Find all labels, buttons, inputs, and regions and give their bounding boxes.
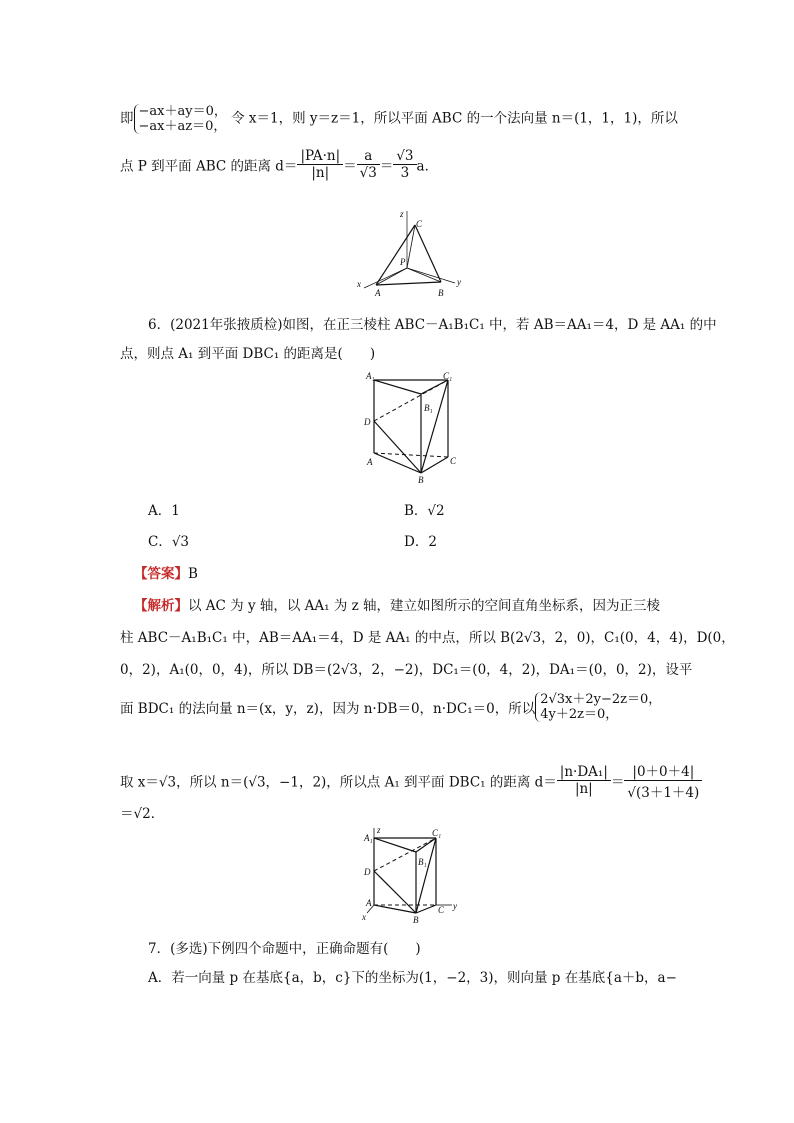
fraction-denominator: √3 bbox=[359, 165, 377, 181]
fraction-a-over-root3 bbox=[357, 148, 380, 181]
q5-line2-tail: a． bbox=[416, 158, 439, 175]
q7-option-a: A．若一向量 p 在基底{a，b，c}下的坐标为(1，−2，3)，则向量 p 在基底{a＋b，a− bbox=[148, 970, 677, 986]
answer-tag: 【答案】 bbox=[134, 566, 188, 582]
equation-system bbox=[535, 692, 661, 722]
prism-axes-figure bbox=[360, 825, 465, 925]
point-label-C1: C₁ bbox=[443, 371, 453, 381]
point-label-C: C bbox=[438, 905, 445, 915]
point-label-B1: B₁ bbox=[418, 857, 427, 867]
axis-label-z: z bbox=[377, 825, 381, 835]
fraction-numerator: a bbox=[357, 148, 380, 165]
point-label-A: A bbox=[375, 288, 381, 298]
fraction-denominator: |n| bbox=[311, 165, 330, 181]
option-b: B．√2 bbox=[404, 503, 445, 519]
point-label-D: D bbox=[364, 417, 371, 427]
q5-line2-prefix: 点 P 到平面 ABC 的距离 d＝ bbox=[120, 158, 298, 175]
option-d: D．2 bbox=[404, 534, 437, 550]
point-label-B1: B₁ bbox=[424, 403, 433, 413]
option-a: A．1 bbox=[148, 503, 180, 519]
equation-system bbox=[134, 104, 227, 134]
point-label-A1: A₁ bbox=[366, 371, 375, 381]
analysis-line-6: ＝√2． bbox=[120, 806, 165, 822]
axis-label-x: x bbox=[357, 279, 361, 289]
fraction-denominator: |n| bbox=[574, 781, 593, 797]
point-label-C1: C₁ bbox=[432, 828, 442, 838]
system-row: 4y＋2z＝0， bbox=[540, 707, 619, 722]
q5-line-2: 点 P 到平面 ABC 的距离 d＝ $\frac{|PA\cdot n|}{|n|}$ ＝ $\frac{a}{√3}$ ＝ $\frac{√3}{3}$ a． bbox=[120, 148, 439, 181]
point-label-A: A bbox=[366, 898, 372, 908]
fraction-denominator: √(3＋1＋4) bbox=[627, 785, 700, 801]
point-label-B: B bbox=[438, 288, 444, 298]
analysis-line5-text: 取 x＝√3，所以 n＝(√3，−1，2)，所以点 A₁ 到平面 DBC₁ 的距离 d＝ bbox=[120, 774, 557, 791]
point-label-C: C bbox=[416, 219, 423, 229]
system-row: 2√3x＋2y−2z＝0， bbox=[540, 692, 662, 707]
analysis-line4-text: 面 BDC₁ 的法向量 n＝(x，y，z)，因为 n·DB＝0，n·DC₁＝0，所以 bbox=[120, 701, 536, 717]
distance-fraction bbox=[557, 764, 611, 797]
analysis-text: 以 AC 为 y 轴，以 AA₁ 为 z 轴，建立如图所示的空间直角坐标系，因为正三棱 bbox=[188, 598, 661, 614]
fraction-numerator: |n·DA₁| bbox=[557, 764, 611, 781]
axis-label-z: z bbox=[400, 209, 404, 219]
fraction-denominator: 3 bbox=[400, 165, 410, 181]
option-c: C．√3 bbox=[148, 534, 190, 550]
answer-value: B bbox=[188, 566, 198, 582]
point-label-P: P bbox=[400, 257, 406, 267]
fraction-root3-over-3 bbox=[393, 148, 416, 181]
fraction-numerator: √3 bbox=[393, 148, 416, 165]
system-row: −ax＋az＝0， bbox=[138, 119, 227, 134]
system-row: −ax＋ay＝0， bbox=[138, 104, 227, 119]
distance-fraction bbox=[297, 148, 343, 181]
point-label-B: B bbox=[418, 475, 424, 485]
q6-stem-line-1: 6．(2021年张掖质检)如图，在正三棱柱 ABC－A₁B₁C₁ 中，若 AB＝AA₁＝4，D 是 AA₁ 的中 bbox=[148, 317, 717, 333]
analysis-tag: 【解析】 bbox=[134, 598, 188, 614]
prism-figure bbox=[360, 370, 465, 485]
fraction-numerator: |0＋0＋4| bbox=[624, 760, 702, 781]
analysis-line-2: 柱 ABC－A₁B₁C₁ 中，AB＝AA₁＝4，D 是 AA₁ 的中点，所以 B(2√3，2，0)，C₁(0，4，4)，D(0， bbox=[120, 630, 735, 646]
q5-line-1 bbox=[120, 104, 678, 134]
answer-line bbox=[134, 562, 198, 582]
point-label-A: A bbox=[367, 457, 373, 467]
analysis-line-4 bbox=[120, 692, 661, 722]
q5-line1-prefix: 即 bbox=[120, 110, 134, 127]
q5-line1-text: 令 x＝1，则 y＝z＝1，所以平面 ABC 的一个法向量 n＝(1，1，1)，所以 bbox=[231, 110, 678, 127]
axis-label-x: x bbox=[362, 912, 366, 922]
point-label-C: C bbox=[450, 456, 457, 466]
analysis-line-1 bbox=[134, 594, 660, 614]
distance-value-fraction bbox=[624, 760, 702, 801]
q7-stem: 7．(多选)下例四个命题中，正确命题有( ) bbox=[148, 941, 421, 957]
axis-label-y: y bbox=[457, 277, 461, 287]
point-label-D: D bbox=[364, 867, 371, 877]
analysis-line-5: 取 x＝√3，所以 n＝(√3，−1，2)，所以点 A₁ 到平面 DBC₁ 的距离 d＝ $\frac{\text{|n·DA₁|}}{|n|}$ ＝ $\frac{|0+0+4|}{√(3+1+4)}$ bbox=[120, 760, 702, 801]
q6-stem-line-2: 点，则点 A₁ 到平面 DBC₁ 的距离是( ) bbox=[120, 346, 376, 362]
axis-label-y: y bbox=[453, 901, 457, 911]
point-label-A1: A₁ bbox=[364, 833, 373, 843]
tetrahedron-figure bbox=[355, 205, 475, 300]
point-label-B: B bbox=[413, 915, 419, 925]
analysis-line-3: 0，2)，A₁(0，0，4)，所以 DB＝(2√3，2，−2)，DC₁＝(0，4，2)，DA₁＝(0，0，2)，设平 bbox=[120, 662, 693, 678]
fraction-numerator: |PA·n| bbox=[297, 148, 343, 165]
